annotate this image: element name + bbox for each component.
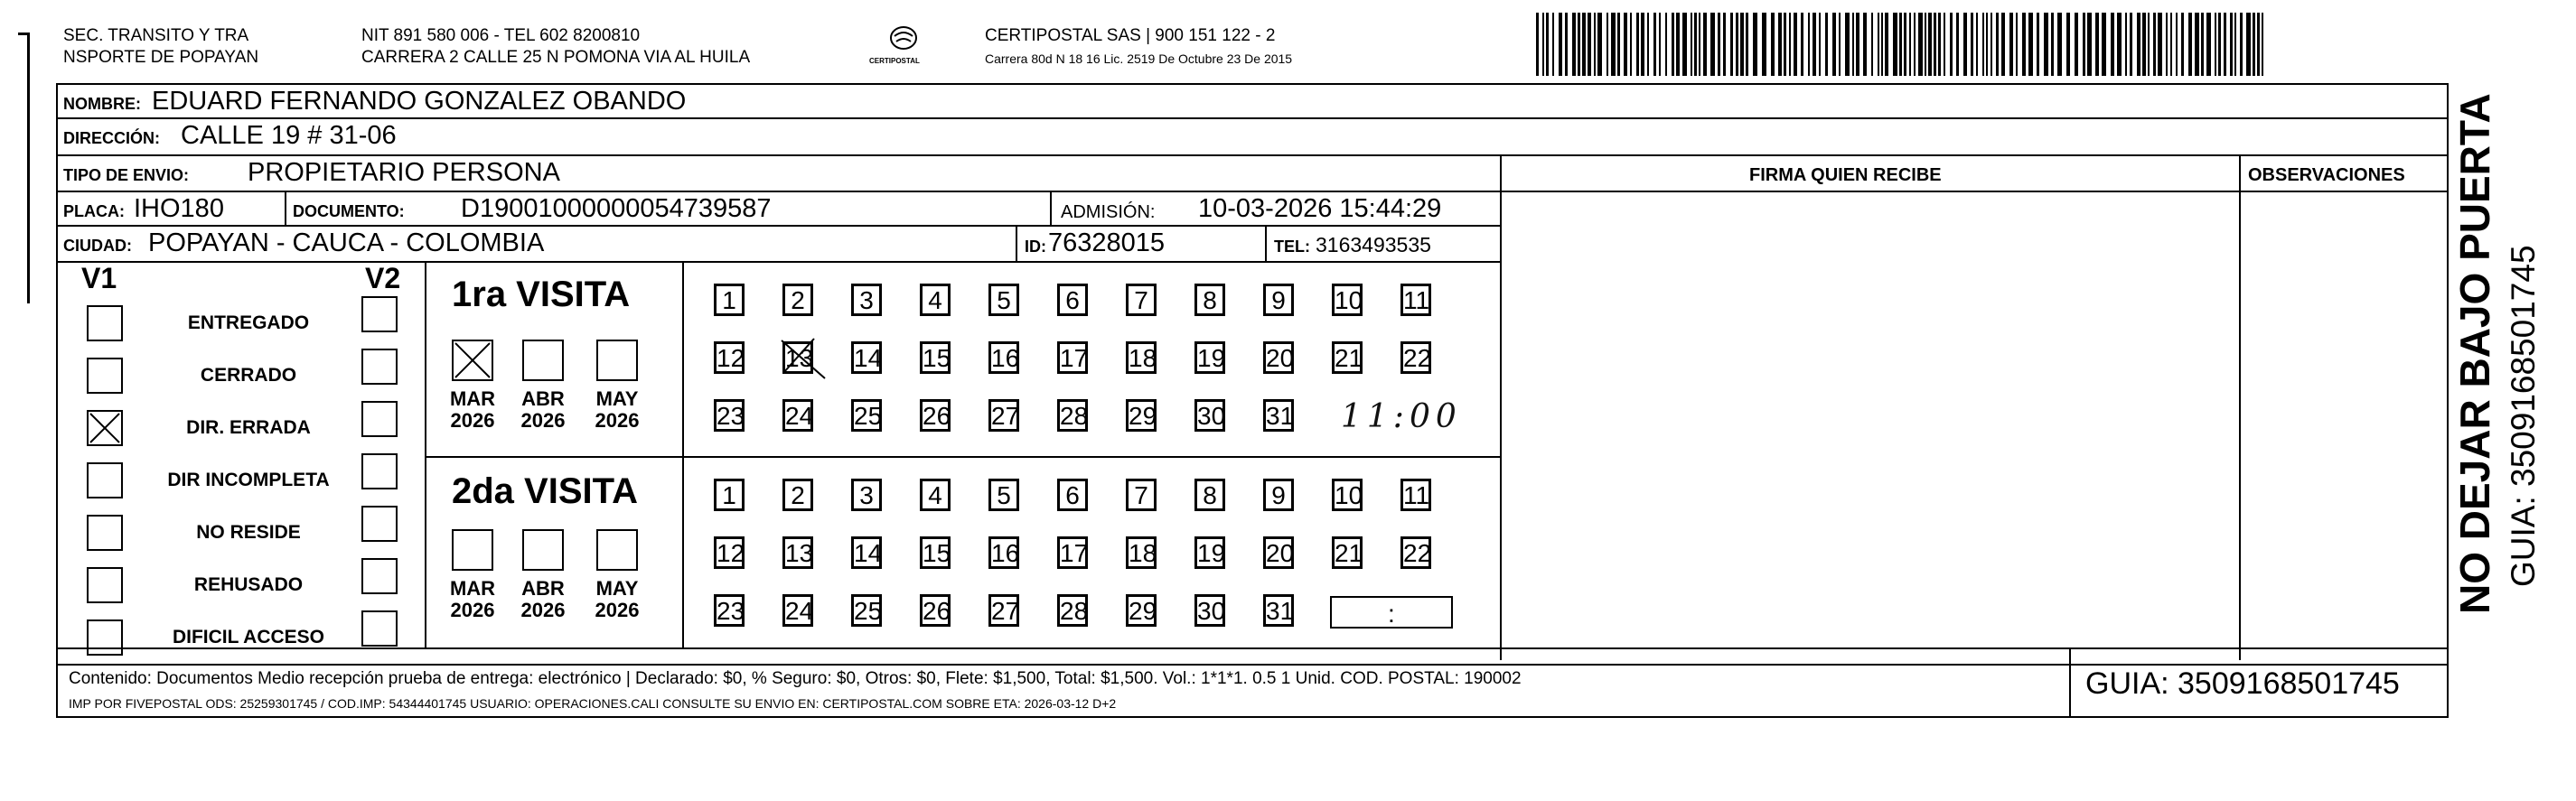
check-mark-icon <box>89 412 121 444</box>
barcode-bar <box>1845 13 1850 76</box>
month-label: MAR <box>449 387 496 410</box>
day-box[interactable]: 13 <box>782 536 813 569</box>
barcode-bar <box>1572 13 1576 76</box>
barcode-bar <box>1694 13 1697 76</box>
barcode-bar <box>2102 13 2106 76</box>
visit-1-time-value: 11:00 <box>1341 398 1462 435</box>
barcode <box>1536 13 2268 76</box>
barcode-bar <box>1878 13 1879 76</box>
barcode-bar <box>1676 13 1680 76</box>
barcode-bar <box>2022 13 2026 76</box>
nit-line: NIT 891 580 006 - TEL 602 8200810 <box>361 26 641 45</box>
barcode-bar <box>1832 13 1836 76</box>
barcode-bar <box>2087 13 2092 76</box>
day-box[interactable]: 10 <box>1332 479 1363 511</box>
day-box[interactable]: 17 <box>1057 341 1088 374</box>
barcode-bar <box>1736 13 1738 76</box>
day-box[interactable]: 27 <box>988 399 1019 432</box>
barcode-bar <box>2148 13 2150 76</box>
address-line: CARRERA 2 CALLE 25 N POMONA VIA AL HUILA <box>361 48 751 67</box>
barcode-bar <box>2066 13 2070 76</box>
observaciones-column-divider <box>2239 154 2241 660</box>
barcode-bar <box>1944 13 1945 76</box>
id-value: 76328015 <box>1048 228 1166 257</box>
ciudad-value: POPAYAN - CAUCA - COLOMBIA <box>148 228 545 257</box>
barcode-bar <box>2253 13 2255 76</box>
certipostal-logo <box>867 22 940 76</box>
row-divider-2 <box>56 154 2449 156</box>
day-box[interactable]: 6 <box>1057 284 1088 316</box>
month-year-label <box>516 578 570 621</box>
day-box[interactable]: 29 <box>1126 399 1157 432</box>
nombre-label: NOMBRE: <box>63 95 141 113</box>
barcode-bar <box>1852 13 1854 76</box>
barcode-bar <box>1746 13 1748 76</box>
barcode-bar <box>1938 13 1941 76</box>
visit-2-title: 2da VISITA <box>452 471 638 511</box>
day-box[interactable]: 30 <box>1194 594 1225 627</box>
barcode-bar <box>2016 13 2018 76</box>
documento-value: D19001000000054739587 <box>461 194 772 223</box>
day-box[interactable]: 11 <box>1400 479 1431 511</box>
day-box[interactable]: 24 <box>782 594 813 627</box>
barcode-bar <box>1934 13 1936 76</box>
day-box[interactable]: 14 <box>851 341 882 374</box>
side-guia: GUIA: 3509168501745 <box>2505 245 2542 587</box>
status-label: NO RESIDE <box>196 522 301 543</box>
placa-label: PLACA: <box>63 202 125 220</box>
visit-2-time-value: : <box>1388 600 1395 628</box>
imp-line: IMP POR FIVEPOSTAL ODS: 25259301745 / COD.IMP: 54344401745 USUARIO: OPERACIONES.CALI CONSULTE SU ENVIO EN: CERTIPOSTAL.COM SOBRE ETA: 2026-03-12 D+2 <box>69 696 1117 711</box>
barcode-bar <box>1565 13 1568 76</box>
barcode-bar <box>1982 13 1984 76</box>
barcode-bar <box>2224 13 2226 76</box>
barcode-bar <box>1996 13 1999 76</box>
direccion-value: CALLE 19 # 31-06 <box>181 121 397 150</box>
barcode-bar <box>1710 13 1715 76</box>
barcode-bar <box>1597 13 1602 76</box>
ciudad-label: CIUDAD: <box>63 237 132 255</box>
barcode-bar <box>2170 13 2172 76</box>
left-bracket-line <box>27 33 30 303</box>
barcode-bar <box>1703 13 1707 76</box>
day-box[interactable]: 3 <box>851 479 882 511</box>
row-divider-3 <box>56 191 1502 192</box>
barcode-bar <box>2176 13 2178 76</box>
barcode-bar <box>1762 13 1766 76</box>
tel-value: 3163493535 <box>1316 233 1431 256</box>
barcode-bar <box>1976 13 1978 76</box>
barcode-bar <box>1641 13 1644 76</box>
day-box[interactable]: 24 <box>782 399 813 432</box>
status-label: CERRADO <box>200 365 297 386</box>
day-box[interactable]: 14 <box>851 536 882 569</box>
barcode-bar <box>1753 13 1757 76</box>
barcode-bar <box>2206 13 2211 76</box>
year-label: 2026 <box>450 409 495 433</box>
documento-label: DOCUMENTO: <box>293 202 405 220</box>
status-label: DIFICIL ACCESO <box>172 627 324 647</box>
day-box[interactable]: 26 <box>920 594 951 627</box>
status-label: DIR INCOMPLETA <box>167 470 330 490</box>
barcode-bar <box>1794 13 1797 76</box>
barcode-bar <box>2181 13 2184 76</box>
v1-checkbox[interactable] <box>87 515 123 551</box>
year-label: 2026 <box>520 409 566 433</box>
day-box[interactable]: 31 <box>1263 594 1294 627</box>
month-label: MAY <box>595 387 639 410</box>
v2-label: V2 <box>365 262 401 294</box>
day-box[interactable]: 22 <box>1400 341 1431 374</box>
day-box[interactable]: 31 <box>1263 399 1294 432</box>
barcode-bar <box>1784 13 1786 76</box>
month-year-label <box>590 388 644 432</box>
day-box[interactable]: 4 <box>920 479 951 511</box>
placa-value: IHO180 <box>134 194 224 223</box>
day-box[interactable]: 16 <box>988 536 1019 569</box>
barcode-bar <box>1825 13 1828 76</box>
day-box[interactable]: 7 <box>1126 284 1157 316</box>
month-label: MAY <box>595 577 639 600</box>
barcode-bar <box>1963 13 1967 76</box>
barcode-bar <box>1956 13 1959 76</box>
barcode-bar <box>2262 13 2263 76</box>
logo-text: CERTIPOSTAL <box>869 57 920 65</box>
admision-value: 10-03-2026 15:44:29 <box>1198 194 1442 223</box>
month-checkbox[interactable] <box>596 529 638 571</box>
day-box[interactable]: 5 <box>988 479 1019 511</box>
barcode-bar <box>2188 13 2192 76</box>
barcode-bar <box>1740 13 1744 76</box>
barcode-bar <box>1971 13 1973 76</box>
barcode-bar <box>1588 13 1591 76</box>
day-box[interactable]: 28 <box>1057 399 1088 432</box>
left-bracket-top <box>18 33 29 35</box>
v1-checkbox[interactable] <box>87 462 123 498</box>
day-box[interactable]: 5 <box>988 284 1019 316</box>
barcode-bar <box>1617 13 1620 76</box>
visit-1-title: 1ra VISITA <box>452 275 631 314</box>
no-dejar-bajo-puerta: NO DEJAR BAJO PUERTA <box>2451 93 2498 614</box>
barcode-bar <box>1723 13 1726 76</box>
barcode-bar <box>1991 13 1992 76</box>
ciudad-divider <box>1016 225 1017 261</box>
barcode-bar <box>2201 13 2204 76</box>
barcode-bar <box>1653 13 1656 76</box>
day-box[interactable]: 18 <box>1126 341 1157 374</box>
v1-checkbox[interactable] <box>87 305 123 341</box>
barcode-bar <box>1899 13 1902 76</box>
barcode-bar <box>2095 13 2099 76</box>
barcode-bar <box>2234 13 2236 76</box>
day-box[interactable]: 6 <box>1057 479 1088 511</box>
day-box[interactable]: 16 <box>988 341 1019 374</box>
year-label: 2026 <box>450 599 495 622</box>
barcode-bar <box>1909 13 1911 76</box>
firma-column-divider <box>1500 154 1502 660</box>
nombre-value: EDUARD FERNANDO GONZALEZ OBANDO <box>152 87 687 116</box>
barcode-bar <box>1819 13 1821 76</box>
month-year-label <box>590 578 644 621</box>
v1-checkbox[interactable] <box>87 410 123 446</box>
barcode-bar <box>1594 13 1596 76</box>
barcode-bar <box>1904 13 1906 76</box>
barcode-bar <box>1552 13 1554 76</box>
barcode-bar <box>1885 13 1888 76</box>
barcode-bar <box>2158 13 2162 76</box>
contenido-line: Contenido: Documentos Medio recepción prueba de entrega: electrónico | Declarado: $0, % Seguro: $0, Otros: $0, Flete: $1,500, Total: $1,500. Vol.: 1*1*1. 0.5 1 Unid. COD. POSTAL: 190002 <box>69 669 1522 688</box>
observaciones-header: OBSERVACIONES <box>2248 165 2405 185</box>
barcode-bar <box>1578 13 1580 76</box>
barcode-bar <box>1839 13 1841 76</box>
year-label: 2026 <box>520 599 566 622</box>
barcode-bar <box>2009 13 2013 76</box>
courier-line-1: CERTIPOSTAL SAS | 900 151 122 - 2 <box>985 26 1276 45</box>
visit-2-time-box <box>1330 596 1453 629</box>
sender-line-1: SEC. TRANSITO Y TRA <box>63 26 249 45</box>
barcode-bar <box>1582 13 1586 76</box>
day-box[interactable]: 19 <box>1194 536 1225 569</box>
day-box[interactable]: 12 <box>714 341 745 374</box>
barcode-bar <box>2153 13 2156 76</box>
v2-checkbox[interactable] <box>361 401 398 437</box>
barcode-bar <box>1863 13 1867 76</box>
barcode-bar <box>2075 13 2078 76</box>
day-box[interactable]: 2 <box>782 284 813 316</box>
id-divider <box>1265 225 1267 261</box>
day-box[interactable]: 30 <box>1194 399 1225 432</box>
month-checkbox[interactable] <box>452 529 493 571</box>
barcode-bar <box>1813 13 1816 76</box>
visits-divider <box>425 456 1502 458</box>
row-divider-5 <box>56 261 1502 263</box>
barcode-bar <box>1665 13 1667 76</box>
id-label: ID: <box>1025 238 1046 256</box>
status-label: DIR. ERRADA <box>186 417 311 438</box>
barcode-bar <box>2142 13 2146 76</box>
barcode-bar <box>1699 13 1700 76</box>
v2-checkbox[interactable] <box>361 349 398 385</box>
barcode-bar <box>2117 13 2122 76</box>
barcode-bar <box>1893 13 1897 76</box>
v2-checkbox[interactable] <box>361 453 398 489</box>
barcode-bar <box>2125 13 2127 76</box>
day-box[interactable]: 11 <box>1400 284 1431 316</box>
status-section-divider <box>425 261 426 647</box>
day-box[interactable]: 7 <box>1126 479 1157 511</box>
barcode-bar <box>1918 13 1923 76</box>
barcode-bar <box>2051 13 2054 76</box>
day-box[interactable]: 15 <box>920 536 951 569</box>
barcode-bar <box>1808 13 1810 76</box>
barcode-bar <box>2215 13 2216 76</box>
v1-checkbox[interactable] <box>87 567 123 603</box>
day-box[interactable]: 10 <box>1332 284 1363 316</box>
barcode-bar <box>2230 13 2233 76</box>
month-year-label <box>445 578 500 621</box>
barcode-bar <box>1914 13 1916 76</box>
barcode-bar <box>1925 13 1926 76</box>
day-box[interactable]: 13 <box>782 341 813 374</box>
day-box[interactable]: 9 <box>1263 284 1294 316</box>
year-label: 2026 <box>595 599 640 622</box>
day-box[interactable]: 1 <box>714 284 745 316</box>
barcode-bar <box>2111 13 2114 76</box>
month-label: ABR <box>521 387 565 410</box>
v2-checkbox[interactable] <box>361 506 398 542</box>
barcode-bar <box>2257 13 2260 76</box>
barcode-bar <box>1881 13 1883 76</box>
day-box[interactable]: 21 <box>1332 341 1363 374</box>
month-label: MAR <box>449 577 496 600</box>
barcode-bar <box>1682 13 1687 76</box>
day-box[interactable]: 25 <box>851 594 882 627</box>
barcode-bar <box>1647 13 1649 76</box>
v1-label: V1 <box>81 262 117 294</box>
barcode-bar <box>2218 13 2221 76</box>
barcode-bar <box>2044 13 2048 76</box>
barcode-bar <box>1986 13 1988 76</box>
day-box[interactable]: 18 <box>1126 536 1157 569</box>
tipo-envio-label: TIPO DE ENVIO: <box>63 166 190 184</box>
month-year-label <box>516 388 570 432</box>
courier-line-2: Carrera 80d N 18 16 Lic. 2519 De Octubre 23 De 2015 <box>985 51 1293 66</box>
v2-checkbox[interactable] <box>361 610 398 647</box>
column-header-divider <box>1500 191 2449 192</box>
barcode-bar <box>2037 13 2039 76</box>
day-box[interactable]: 23 <box>714 594 745 627</box>
barcode-bar <box>1691 13 1692 76</box>
day-box[interactable]: 3 <box>851 284 882 316</box>
placa-divider <box>285 191 286 225</box>
v1-checkbox[interactable] <box>87 358 123 394</box>
footer-guia: GUIA: 3509168501745 <box>2085 666 2400 701</box>
visit-1-time-box <box>1330 398 1462 439</box>
day-box[interactable]: 8 <box>1194 479 1225 511</box>
status-label: ENTREGADO <box>187 312 310 333</box>
status-label: REHUSADO <box>193 574 304 595</box>
barcode-bar <box>1789 13 1791 76</box>
v2-checkbox[interactable] <box>361 558 398 594</box>
month-checkbox[interactable] <box>452 340 493 381</box>
barcode-graphic <box>1536 13 2268 76</box>
check-mark-icon <box>454 341 492 379</box>
barcode-bar <box>1536 13 1539 76</box>
barcode-bar <box>1542 13 1544 76</box>
barcode-bar <box>2137 13 2140 76</box>
barcode-bar <box>1928 13 1932 76</box>
day-box[interactable]: 20 <box>1263 536 1294 569</box>
barcode-bar <box>2057 13 2062 76</box>
day-box[interactable]: 26 <box>920 399 951 432</box>
barcode-bar <box>1730 13 1733 76</box>
day-box[interactable]: 27 <box>988 594 1019 627</box>
barcode-bar <box>2028 13 2033 76</box>
day-box[interactable]: 15 <box>920 341 951 374</box>
barcode-bar <box>1856 13 1859 76</box>
day-box[interactable]: 20 <box>1263 341 1294 374</box>
row-divider-1 <box>56 117 2449 119</box>
barcode-bar <box>2195 13 2199 76</box>
day-box[interactable]: 29 <box>1126 594 1157 627</box>
tel-label: TEL: <box>1274 238 1310 256</box>
day-box[interactable]: 19 <box>1194 341 1225 374</box>
row-divider-4 <box>56 225 1502 227</box>
barcode-bar <box>1801 13 1803 76</box>
certipostal-logo-icon <box>867 22 940 76</box>
barcode-bar <box>1718 13 1720 76</box>
tipo-envio-value: PROPIETARIO PERSONA <box>248 158 560 187</box>
day-box[interactable]: 25 <box>851 399 882 432</box>
day-box[interactable]: 8 <box>1194 284 1225 316</box>
v2-checkbox[interactable] <box>361 296 398 332</box>
barcode-bar <box>1871 13 1873 76</box>
day-box[interactable]: 2 <box>782 479 813 511</box>
barcode-bar <box>1659 13 1661 76</box>
barcode-bar <box>1546 13 1549 76</box>
barcode-bar <box>2166 13 2168 76</box>
barcode-bar <box>1950 13 1953 76</box>
month-checkbox[interactable] <box>522 529 564 571</box>
barcode-bar <box>1672 13 1674 76</box>
admision-label: ADMISIÓN: <box>1061 202 1156 222</box>
barcode-bar <box>2246 13 2251 76</box>
day-box[interactable]: 12 <box>714 536 745 569</box>
barcode-bar <box>2001 13 2005 76</box>
sender-line-2: NSPORTE DE POPAYAN <box>63 48 259 67</box>
day-box[interactable]: 1 <box>714 479 745 511</box>
day-box[interactable]: 28 <box>1057 594 1088 627</box>
barcode-bar <box>2240 13 2243 76</box>
month-checkbox[interactable] <box>596 340 638 381</box>
day-box[interactable]: 23 <box>714 399 745 432</box>
day-box[interactable]: 17 <box>1057 536 1088 569</box>
month-checkbox[interactable] <box>522 340 564 381</box>
barcode-bar <box>1630 13 1632 76</box>
day-box[interactable]: 21 <box>1332 536 1363 569</box>
day-box[interactable]: 22 <box>1400 536 1431 569</box>
day-box[interactable]: 4 <box>920 284 951 316</box>
barcode-bar <box>1606 13 1608 76</box>
barcode-bar <box>1778 13 1782 76</box>
year-label: 2026 <box>595 409 640 433</box>
barcode-bar <box>1624 13 1627 76</box>
barcode-bar <box>1636 13 1639 76</box>
barcode-bar <box>1771 13 1775 76</box>
documento-divider <box>1050 191 1052 225</box>
firma-header: FIRMA QUIEN RECIBE <box>1749 165 1942 185</box>
visit-1-divider <box>682 261 684 647</box>
month-year-label <box>445 388 500 432</box>
barcode-bar <box>1611 13 1616 76</box>
day-mark-icon <box>778 337 832 382</box>
barcode-bar <box>2130 13 2132 76</box>
day-box[interactable]: 9 <box>1263 479 1294 511</box>
barcode-bar <box>2083 13 2085 76</box>
direccion-label: DIRECCIÓN: <box>63 129 160 147</box>
barcode-bar <box>1559 13 1562 76</box>
month-label: ABR <box>521 577 565 600</box>
